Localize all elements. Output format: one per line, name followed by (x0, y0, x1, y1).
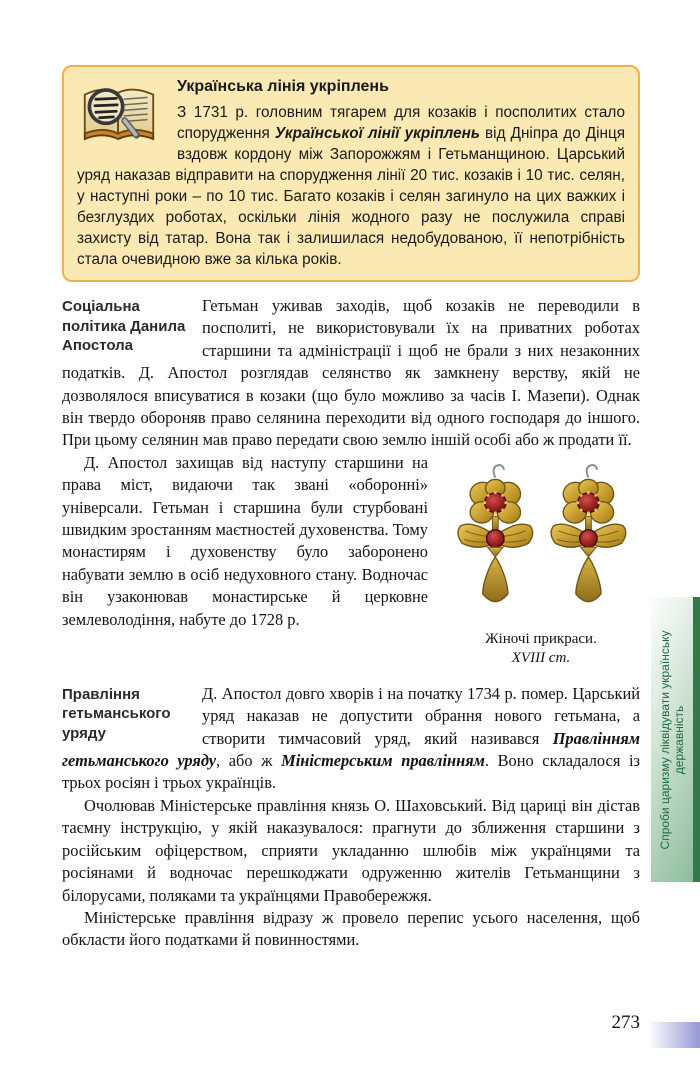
chapter-side-tab (651, 597, 700, 882)
info-box (62, 65, 640, 282)
figure-caption-line1: Жіночі прикраси. (485, 630, 597, 647)
jewelry-photo (446, 454, 636, 622)
infobox-term: Української лінії укріплень (274, 125, 480, 142)
paragraph: Д. Апостол захищав від наступу старшини на права міст, видаючи так звані «оборонні» універсали. Гетьман і старшина були стурбовані швидким зростанням маєтностей духовенства. Тому монастирям і духовенству було заборонено набувати землю в осіб недуховного стану. Водночас він узаконював монастирське й церковне землеволодіння, набуте до 1728 р. (62, 452, 428, 629)
term-pravlinnia: Правлінням гетьманського уряду (62, 728, 640, 771)
page-number: 273 (611, 1012, 640, 1033)
paragraph-part: . Воно складалося із трьох росіян і трьох українців. (62, 751, 640, 793)
section-social-policy (62, 295, 640, 670)
infobox-text-part2: від Дніпра до Дінця вздовж кордону між Запорожжям і Гетьманщиною. Царський уряд наказав відправити на спорудження лінії 20 тис. козаків і 10 тис. селян, у наступні роки – по 10 тис. Багато козаків і селян загинуло на цих важких і безглуздих роботах, оскільки лінія жодного разу не послужила справі захисту від татар. Вона так і залишилася недобудованою, її непотрібність стала очевидною вже за кілька років. (77, 125, 626, 268)
section-hetman-government (62, 683, 640, 952)
section-heading-social-policy: Соціальна політика Данила Апостола (62, 298, 186, 354)
paragraph-part: Д. Апостол довго хворів і на початку 1734 р. помер. Царський уряд наказав не допустити обрання нового гетьмана, а створити тимчасовий уряд, який називався (202, 683, 640, 748)
infobox-text-part1: З 1731 р. головним тягарем для козаків і посполитих стало спорудження (177, 104, 625, 142)
figure-jewelry (442, 454, 640, 668)
section-heading-hetman-government: Правління гетьманського уряду (62, 685, 171, 742)
figure-caption-line2: XVIII ст. (511, 649, 571, 666)
paragraph: Міністерське правління відразу ж провело перепис усього населення, щоб обкласти його податками й повинностями. (62, 907, 640, 950)
term-ministerske: Міністерським правлінням (281, 751, 485, 771)
chapter-side-tab-label: Спроби царизму ліквідувати українську державність (657, 630, 686, 849)
figure-caption (442, 630, 640, 668)
corner-page-tab (648, 1022, 700, 1048)
paragraph-with-figure (62, 452, 640, 666)
paragraph: Гетьман уживав заходів, щоб козаків не переводили в посполиті, не використовували їх на приватних роботах старшини та адміністрації і щоб не брали з них незаконних податків. Д. Апостол розглядав селянство як замкнену верству, якій не дозволялося вписуватися в козаки (що було можливо за часів І. Мазепи). Однак він твердо обороняв право селянина переходити від одного господаря до іншого. При цьому селянин мав право передати свою землю іншій особі або ж продати її. (62, 296, 640, 450)
infobox-title: Українська лінія укріплень (177, 78, 389, 95)
paragraph: Очолював Міністерське правління князь О. Шаховський. Від цариці він дістав таємну інструкцію, у якій наказувалося: прагнути до зближення старшини з російським офіцерством, сприяти укладанню шлюбів між українцями та росіянами й водночас перешкоджати одруженню жителів Гетьманщини з білорусами, поляками та українцями Правобережжя. (62, 795, 640, 905)
paragraph-part: , або ж (216, 751, 282, 771)
book-magnifier-icon (77, 78, 161, 152)
